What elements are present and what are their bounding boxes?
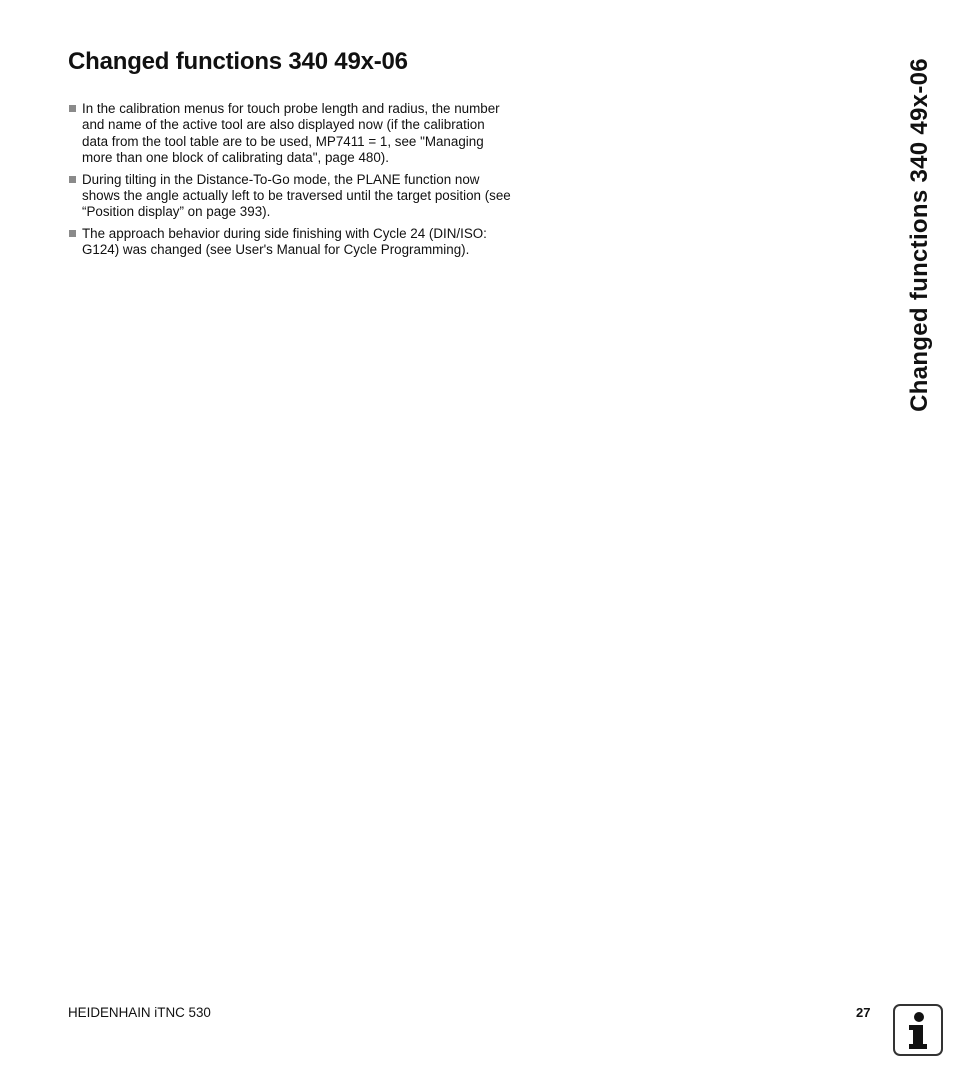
bullet-list: [68, 101, 513, 264]
square-bullet-icon: [69, 176, 76, 183]
list-item-text: The approach behavior during side finishing with Cycle 24 (DIN/ISO: G124) was changed (see User's Manual for Cycle Programming).: [82, 225, 487, 258]
square-bullet-icon: [69, 230, 76, 237]
footer-manual-name: HEIDENHAIN iTNC 530: [68, 1005, 211, 1020]
list-item: [68, 172, 513, 221]
page-number: 27: [856, 1005, 871, 1020]
info-glyph: [895, 1006, 941, 1054]
square-bullet-icon: [69, 105, 76, 112]
list-item: [68, 101, 513, 167]
list-item-text: During tilting in the Distance-To-Go mode, the PLANE function now shows the angle actually left to be traversed until the target position (see “Position display” on page 393).: [82, 171, 511, 220]
side-tab-title: Changed functions 340 49x-06: [906, 58, 933, 412]
list-item: [68, 226, 513, 259]
list-item-text: In the calibration menus for touch probe length and radius, the number and name of the active tool are also displayed now (if the calibration data from the tool table are to be used, MP7411 = 1, see "Managing more than one block of calibrating data", page 480).: [82, 101, 500, 166]
info-icon: [893, 1004, 943, 1056]
page-title: Changed functions 340 49x-06: [68, 48, 408, 75]
